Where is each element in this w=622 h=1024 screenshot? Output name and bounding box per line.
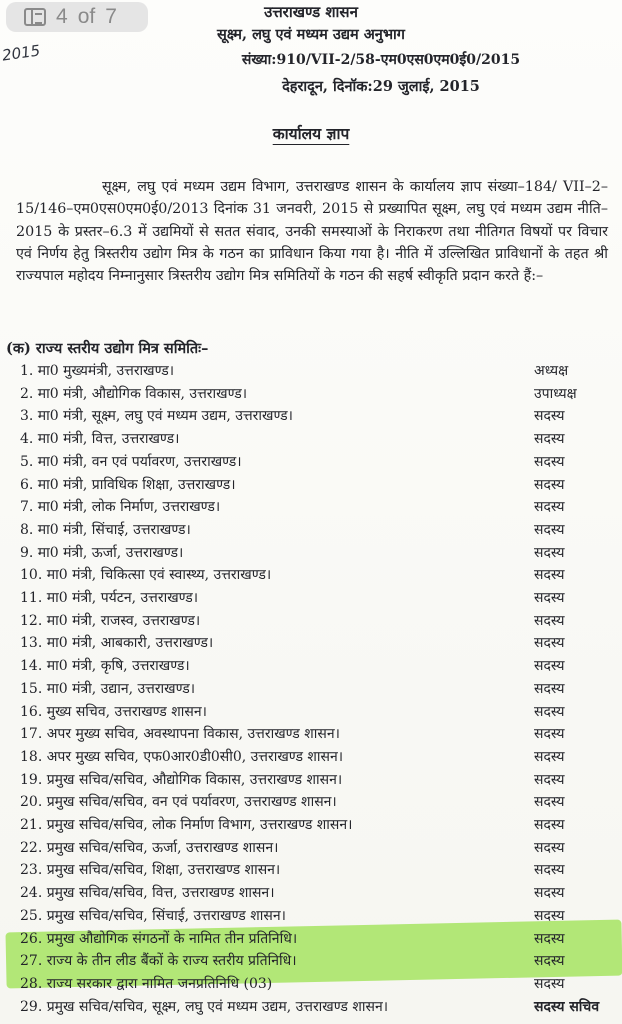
member-text: 25. प्रमुख सचिव/सचिव, सिंचाई, उत्तराखण्ड शासन। bbox=[20, 907, 286, 924]
member-row bbox=[20, 814, 616, 836]
member-text: 24. प्रमुख सचिव/सचिव, वित्त, उत्तराखण्ड शासन। bbox=[20, 885, 275, 902]
member-role: सदस्य bbox=[534, 431, 565, 448]
section-heading: (क) राज्य स्तरीय उद्योग मित्र समितिः– bbox=[6, 340, 209, 357]
member-row bbox=[20, 519, 616, 541]
member-text: 27. राज्य के तीन लीड बैंकों के राज्य स्तरीय प्रतिनिधि। bbox=[20, 953, 297, 970]
member-row bbox=[20, 496, 616, 518]
member-role: सदस्य bbox=[534, 771, 565, 788]
member-row bbox=[20, 746, 616, 768]
member-text: 10. मा0 मंत्री, चिकित्सा एवं स्वास्थ्य, उत्तराखण्ड। bbox=[20, 567, 272, 584]
member-role: सदस्य bbox=[534, 726, 565, 743]
member-role: सदस्य bbox=[534, 453, 565, 470]
member-role: सदस्य bbox=[534, 703, 565, 720]
member-text: 6. मा0 मंत्री, प्राविधिक शिक्षा, उत्तराखण्ड। bbox=[20, 476, 236, 493]
member-text: 3. मा0 मंत्री, सूक्ष्म, लघु एवं मध्यम उद्यम, उत्तराखण्ड। bbox=[20, 408, 293, 425]
page-indicator-total: 7 bbox=[105, 5, 117, 28]
member-text: 22. प्रमुख सचिव/सचिव, ऊर्जा, उत्तराखण्ड शासन। bbox=[20, 839, 279, 856]
member-role: उपाध्यक्ष bbox=[534, 385, 577, 402]
member-row bbox=[20, 632, 616, 654]
member-row bbox=[20, 655, 616, 677]
member-text: 11. मा0 मंत्री, पर्यटन, उत्तराखण्ड। bbox=[20, 590, 199, 606]
member-text: 23. प्रमुख सचिव/सचिव, शिक्षा, उत्तराखण्ड शासन। bbox=[20, 862, 281, 879]
member-role: सदस्य bbox=[534, 590, 565, 606]
member-text: 19. प्रमुख सचिव/सचिव, औद्योगिक विकास, उत्तराखण्ड शासन। bbox=[20, 771, 343, 788]
member-role: सदस्य bbox=[534, 885, 565, 902]
member-text: 18. अपर मुख्य सचिव, एफ0आर0डी0सी0, उत्तराखण्ड शासन। bbox=[20, 748, 344, 765]
member-row bbox=[20, 701, 616, 723]
member-text: 8. मा0 मंत्री, सिंचाई, उत्तराखण्ड। bbox=[20, 521, 191, 538]
member-row bbox=[20, 769, 616, 791]
member-row bbox=[20, 837, 616, 859]
member-role: सदस्य bbox=[534, 953, 565, 970]
member-row bbox=[20, 428, 616, 450]
member-row bbox=[20, 360, 616, 382]
member-role: सदस्य bbox=[534, 408, 565, 425]
member-role: सदस्य bbox=[534, 839, 565, 856]
page-indicator[interactable] bbox=[6, 2, 148, 32]
member-row bbox=[20, 451, 616, 473]
reference-number: संख्या:910/VII-2/58-एम0एस0एम0ई0/2015 bbox=[241, 52, 521, 68]
member-role: सदस्य bbox=[534, 521, 565, 538]
department-header: सूक्ष्म, लघु एवं मध्यम उद्यम अनुभाग bbox=[217, 26, 405, 43]
member-role: सदस्य bbox=[534, 612, 565, 629]
member-text: 16. मुख्य सचिव, उत्तराखण्ड शासन। bbox=[20, 703, 207, 720]
member-text: 17. अपर मुख्य सचिव, अवस्थापना विकास, उत्तराखण्ड शासन। bbox=[20, 726, 340, 743]
member-role: सदस्य bbox=[534, 794, 565, 811]
member-text: 26. प्रमुख औद्योगिक संगठनों के नामित तीन प्रतिनिधि। bbox=[20, 930, 298, 947]
member-row bbox=[20, 383, 616, 405]
member-row bbox=[20, 542, 616, 564]
member-role: अध्यक्ष bbox=[534, 363, 569, 379]
member-role: सदस्य सचिव bbox=[534, 998, 600, 1015]
member-text: 15. मा0 मंत्री, उद्यान, उत्तराखण्ड। bbox=[20, 680, 196, 697]
member-text: 20. प्रमुख सचिव/सचिव, वन एवं पर्यावरण, उत्तराखण्ड शासन। bbox=[20, 794, 337, 811]
member-row bbox=[20, 882, 616, 904]
member-row bbox=[20, 905, 616, 927]
body-paragraph: सूक्ष्म, लघु एवं मध्यम उद्यम विभाग, उत्तराखण्ड शासन के कार्यालय ज्ञाप संख्या–184/ VII–2–15/146–एम0एस0एम0ई0/2013 दिनांक 31 जनवरी, 2015 से प्रख्यापित सूक्ष्म, लघु एवं मध्यम उद्यम नीति–2015 के प्रस्तर–6.3 में उद्यमियों से सतत संवाद, उनकी समस्याओं के निराकरण तथा नीतिगत विषयों पर विचार एवं निर्णय हेतु त्रिस्तरीय उद्योग मित्र के गठन का प्राविधान किया गया है। नीति में उल्लिखित प्राविधानों के तहत श्री राज्यपाल महोदय निम्नानुसार त्रिस्तरीय उद्योग मित्र समितियों के गठन की सहर्ष स्वीकृति प्रदान करते हैं:– bbox=[16, 179, 608, 285]
member-text: 9. मा0 मंत्री, ऊर्जा, उत्तराखण्ड। bbox=[20, 544, 184, 561]
member-role: सदस्य bbox=[534, 499, 565, 516]
member-row bbox=[20, 950, 616, 972]
document-title: कार्यालय ज्ञाप bbox=[272, 124, 350, 143]
member-role: सदस्य bbox=[534, 567, 565, 584]
member-row bbox=[20, 587, 616, 609]
place-date: देहरादून, दिनॉक:29 जुलाई, 2015 bbox=[282, 78, 480, 95]
member-role: सदस्य bbox=[534, 476, 565, 493]
member-role: सदस्य bbox=[534, 680, 565, 697]
member-row bbox=[20, 791, 616, 813]
member-row bbox=[20, 405, 616, 427]
member-text: 28. राज्य सरकार द्वारा नामित जनप्रतिनिधि (03) bbox=[20, 975, 273, 992]
member-role: सदस्य bbox=[534, 635, 565, 652]
member-row bbox=[20, 678, 616, 700]
page-indicator-sep: of bbox=[77, 5, 96, 28]
page-indicator-current: 4 bbox=[56, 5, 68, 28]
member-role: सदस्य bbox=[534, 975, 565, 992]
member-role: सदस्य bbox=[534, 658, 565, 675]
member-text: 13. मा0 मंत्री, आबकारी, उत्तराखण्ड। bbox=[20, 635, 214, 652]
member-text: 5. मा0 मंत्री, वन एवं पर्यावरण, उत्तराखण्ड। bbox=[20, 453, 242, 470]
member-text: 2. मा0 मंत्री, औद्योगिक विकास, उत्तराखण्ड। bbox=[20, 385, 248, 402]
member-role: सदस्य bbox=[534, 862, 565, 879]
member-row bbox=[20, 610, 616, 632]
member-row bbox=[20, 474, 616, 496]
member-text: 14. मा0 मंत्री, कृषि, उत्तराखण्ड। bbox=[20, 658, 190, 675]
member-row bbox=[20, 723, 616, 745]
member-row bbox=[20, 564, 616, 586]
member-text: 29. प्रमुख सचिव/सचिव, सूक्ष्म, लघु एवं मध्यम उद्यम, उत्तराखण्ड शासन। bbox=[20, 998, 389, 1015]
member-row bbox=[20, 973, 616, 995]
member-role: सदस्य bbox=[534, 930, 565, 947]
handwritten-note: 2015 bbox=[0, 41, 42, 65]
member-role: सदस्य bbox=[534, 544, 565, 561]
member-row bbox=[20, 928, 616, 950]
member-role: सदस्य bbox=[534, 748, 565, 765]
member-text: 7. मा0 मंत्री, लोक निर्माण, उत्तराखण्ड। bbox=[20, 499, 221, 516]
member-role: सदस्य bbox=[534, 907, 565, 924]
member-text: 4. मा0 मंत्री, वित्त, उत्तराखण्ड। bbox=[20, 431, 180, 448]
member-role: सदस्य bbox=[534, 817, 565, 833]
member-text: 12. मा0 मंत्री, राजस्व, उत्तराखण्ड। bbox=[20, 612, 201, 629]
government-header: उत्तराखण्ड शासन bbox=[264, 3, 358, 21]
member-text: 21. प्रमुख सचिव/सचिव, लोक निर्माण विभाग, उत्तराखण्ड शासन। bbox=[20, 817, 353, 833]
member-row bbox=[20, 859, 616, 881]
pages-icon[interactable] bbox=[24, 8, 46, 26]
member-text: 1. मा0 मुख्यमंत्री, उत्तराखण्ड। bbox=[20, 363, 175, 379]
member-row bbox=[20, 996, 616, 1018]
